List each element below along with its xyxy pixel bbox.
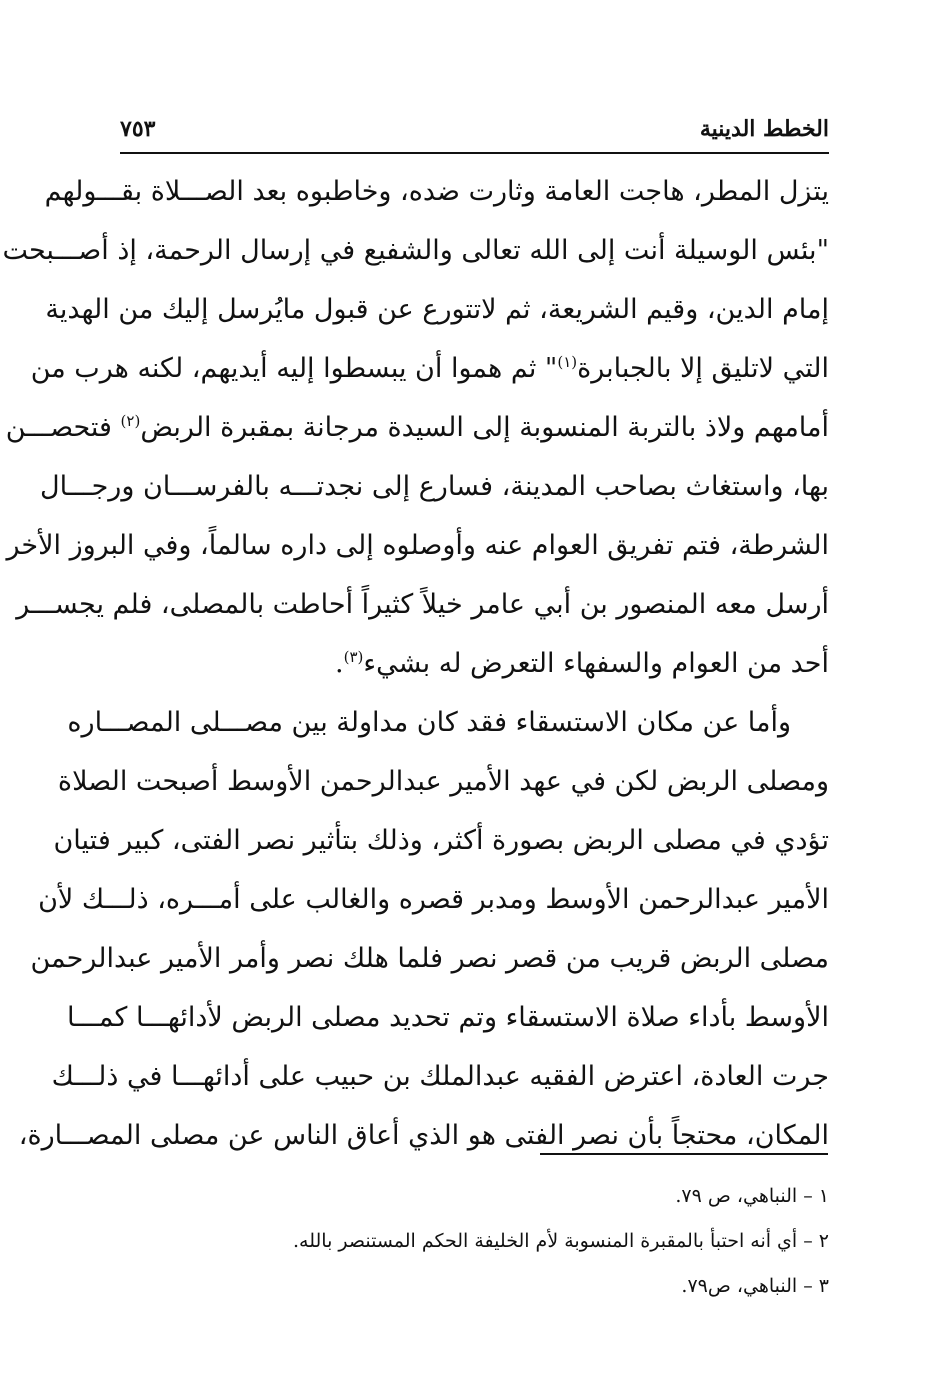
text-line: إمام الدين، وقيم الشريعة، ثم لاتتورع عن قبول مايُرسل إليك من الهدية (45, 294, 829, 325)
text-line: وأما عن مكان الاستسقاء فقد كان مداولة بين مصـــلى المصـــاره (67, 707, 791, 738)
text-line (30, 339, 829, 398)
page-header (120, 112, 829, 152)
running-title: الخطط الدينية (699, 116, 829, 142)
text-segment: فتحصـــن (5, 412, 121, 443)
text-line: الأمير عبدالرحمن الأوسط ومدبر قصره والغالب على أمـــره، ذلـــك لأن (38, 884, 829, 915)
footnote-rule (540, 1153, 828, 1155)
text-line: ومصلى الربض لكن في عهد الأمير عبدالرحمن الأوسط أصبحت الصلاة (57, 766, 829, 797)
page-number: ٧٥٣ (120, 116, 156, 142)
text-line: "بئس الوسيلة أنت إلى الله تعالى والشفيع في إرسال الرحمة، إذ أصـــبحت (2, 235, 829, 266)
text-line: الأوسط بأداء صلاة الاستسقاء وتم تحديد مصلى الربض لأدائهـــا كمـــا (66, 1002, 829, 1033)
text-segment: أحد من العوام والسفهاء التعرض له بشيء (363, 648, 829, 679)
body-text (2, 162, 829, 1165)
text-line: تؤدي في مصلى الربض بصورة أكثر، وذلك بتأثير نصر الفتى، كبير فتيان (53, 825, 829, 856)
text-line: يتزل المطر، هاجت العامة وثارت ضده، وخاطبوه بعد الصـــلاة بقـــولهم (44, 176, 829, 207)
text-segment: التي لاتليق إلا بالجبابرة (577, 353, 829, 384)
text-line (5, 398, 829, 457)
text-segment: أمامهم ولاذ بالتربة المنسوبة إلى السيدة مرجانة بمقبرة الربض (140, 412, 829, 443)
footnote-2: ٢ – أي أنه احتبأ بالمقبرة المنسوبة لأم الخليفة الحكم المستنصر بالله. (292, 1230, 829, 1252)
footnote-ref-1: (١) (557, 353, 578, 371)
text-line: بها، واستغاث بصاحب المدينة، فسارع إلى نجدتـــه بالفرســـان ورجـــال (40, 471, 829, 502)
text-line: جرت العادة، اعترض الفقيه عبدالملك بن حبيب على أدائهـــا في ذلـــك (51, 1061, 829, 1092)
footnote-ref-2: (٢) (120, 412, 141, 430)
text-line: المكان، محتجاً بأن نصر الفتى هو الذي أعاق الناس عن مصلى المصـــارة، (18, 1120, 829, 1151)
paragraph-1 (2, 162, 829, 693)
text-line: أرسل معه المنصور بن أبي عامر خيلاً كثيراً أحاطت بالمصلى، فلم يجســـر (16, 589, 829, 620)
text-line: مصلى الربض قريب من قصر نصر فلما هلك نصر وأمر الأمير عبدالرحمن (30, 943, 829, 974)
text-segment: " ثم هموا أن يبسطوا إليه أيديهم، لكنه هرب من (30, 353, 558, 384)
footnotes (120, 1174, 829, 1309)
header-rule (120, 152, 829, 154)
text-line (120, 634, 829, 693)
text-segment: . (335, 648, 344, 679)
paragraph-2 (18, 693, 829, 1165)
footnote-ref-3: (٣) (343, 648, 364, 666)
text-line: الشرطة، فتم تفريق العوام عنه وأوصلوه إلى داره سالماً، وفي البروز الأخر (6, 530, 829, 561)
footnote-1: ١ – النباهي، ص ٧٩. (675, 1185, 829, 1207)
footnote-3: ٣ – النباهي، ص٧٩. (681, 1275, 829, 1297)
